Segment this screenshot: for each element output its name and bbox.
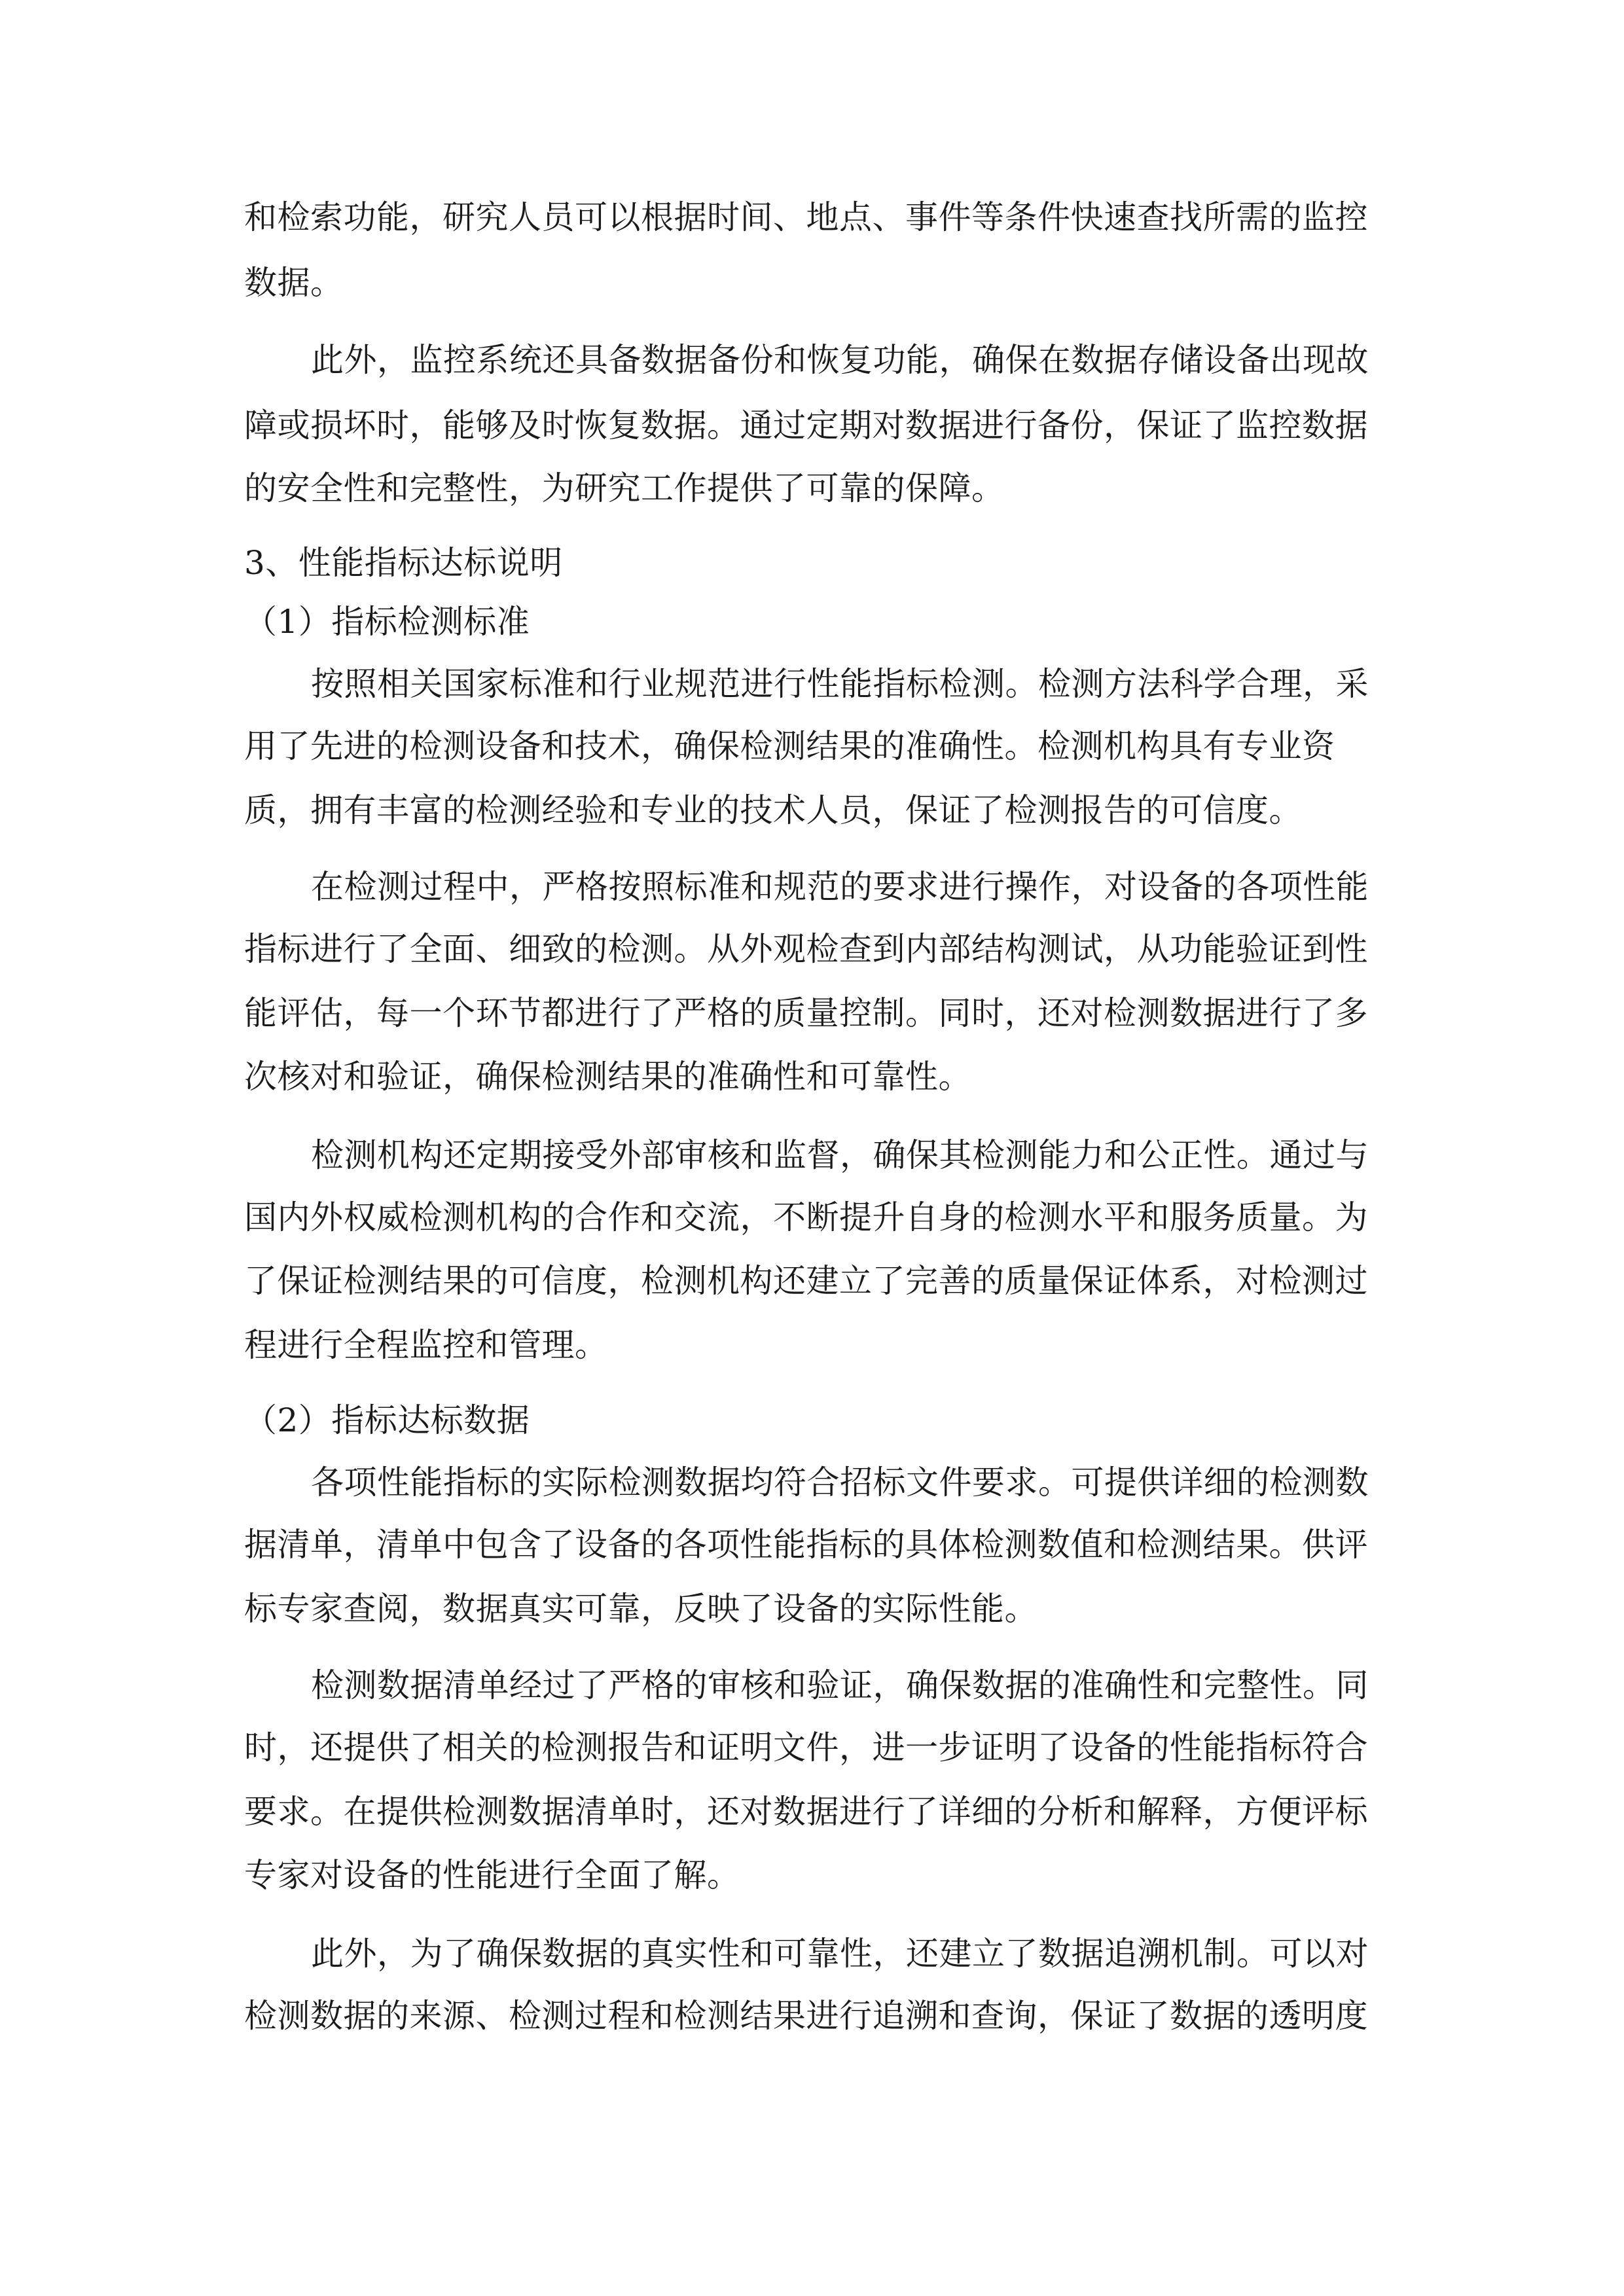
text-line: 程进行全程监控和管理。 — [244, 1326, 608, 1364]
section-heading: 3、性能指标达标说明 — [244, 544, 563, 582]
text-line: 能评估，每一个环节都进行了严格的质量控制。同时，还对检测数据进行了多 — [244, 994, 1368, 1032]
text-line: 此外，监控系统还具备数据备份和恢复功能，确保在数据存储设备出现故 — [311, 341, 1369, 379]
subsection-heading: （1）指标检测标准 — [244, 603, 530, 641]
text-line: 据清单，清单中包含了设备的各项性能指标的具体检测数值和检测结果。供评 — [244, 1526, 1368, 1564]
text-line: 检测数据清单经过了严格的审核和验证，确保数据的准确性和完整性。同 — [311, 1666, 1369, 1704]
text-line: 标专家查阅，数据真实可靠，反映了设备的实际性能。 — [244, 1590, 1038, 1628]
text-line: 时，还提供了相关的检测报告和证明文件，进一步证明了设备的性能指标符合 — [244, 1729, 1368, 1767]
text-line: 各项性能指标的实际检测数据均符合招标文件要求。可提供详细的检测数 — [311, 1463, 1369, 1501]
text-line: 次核对和验证，确保检测结果的准确性和可靠性。 — [244, 1058, 971, 1096]
text-line: 检测数据的来源、检测过程和检测结果进行追溯和查询，保证了数据的透明度 — [244, 1997, 1368, 2035]
text-line: 和检索功能，研究人员可以根据时间、地点、事件等条件快速查找所需的监控 — [244, 198, 1368, 236]
text-line: 了保证检测结果的可信度，检测机构还建立了完善的质量保证体系，对检测过 — [244, 1262, 1368, 1300]
text-line: 要求。在提供检测数据清单时，还对数据进行了详细的分析和解释，方便评标 — [244, 1793, 1368, 1831]
text-line: 专家对设备的性能进行全面了解。 — [244, 1856, 740, 1894]
text-line: 国内外权威检测机构的合作和交流，不断提升自身的检测水平和服务质量。为 — [244, 1198, 1368, 1236]
text-line: 障或损坏时，能够及时恢复数据。通过定期对数据进行备份，保证了监控数据 — [244, 406, 1368, 444]
text-line: 用了先进的检测设备和技术，确保检测结果的准确性。检测机构具有专业资 — [244, 727, 1335, 765]
text-line: 质，拥有丰富的检测经验和专业的技术人员，保证了检测报告的可信度。 — [244, 791, 1302, 829]
text-line: 此外，为了确保数据的真实性和可靠性，还建立了数据追溯机制。可以对 — [311, 1935, 1369, 1973]
subsection-heading: （2）指标达标数据 — [244, 1401, 530, 1439]
text-line: 在检测过程中，严格按照标准和规范的要求进行操作，对设备的各项性能 — [311, 868, 1369, 906]
text-line: 按照相关国家标准和行业规范进行性能指标检测。检测方法科学合理，采 — [311, 665, 1369, 703]
text-line: 数据。 — [244, 264, 344, 302]
text-line: 的安全性和完整性，为研究工作提供了可靠的保障。 — [244, 469, 1005, 507]
text-line: 检测机构还定期接受外部审核和监督，确保其检测能力和公正性。通过与 — [311, 1136, 1369, 1174]
text-line: 指标进行了全面、细致的检测。从外观检查到内部结构测试，从功能验证到性 — [244, 930, 1368, 968]
